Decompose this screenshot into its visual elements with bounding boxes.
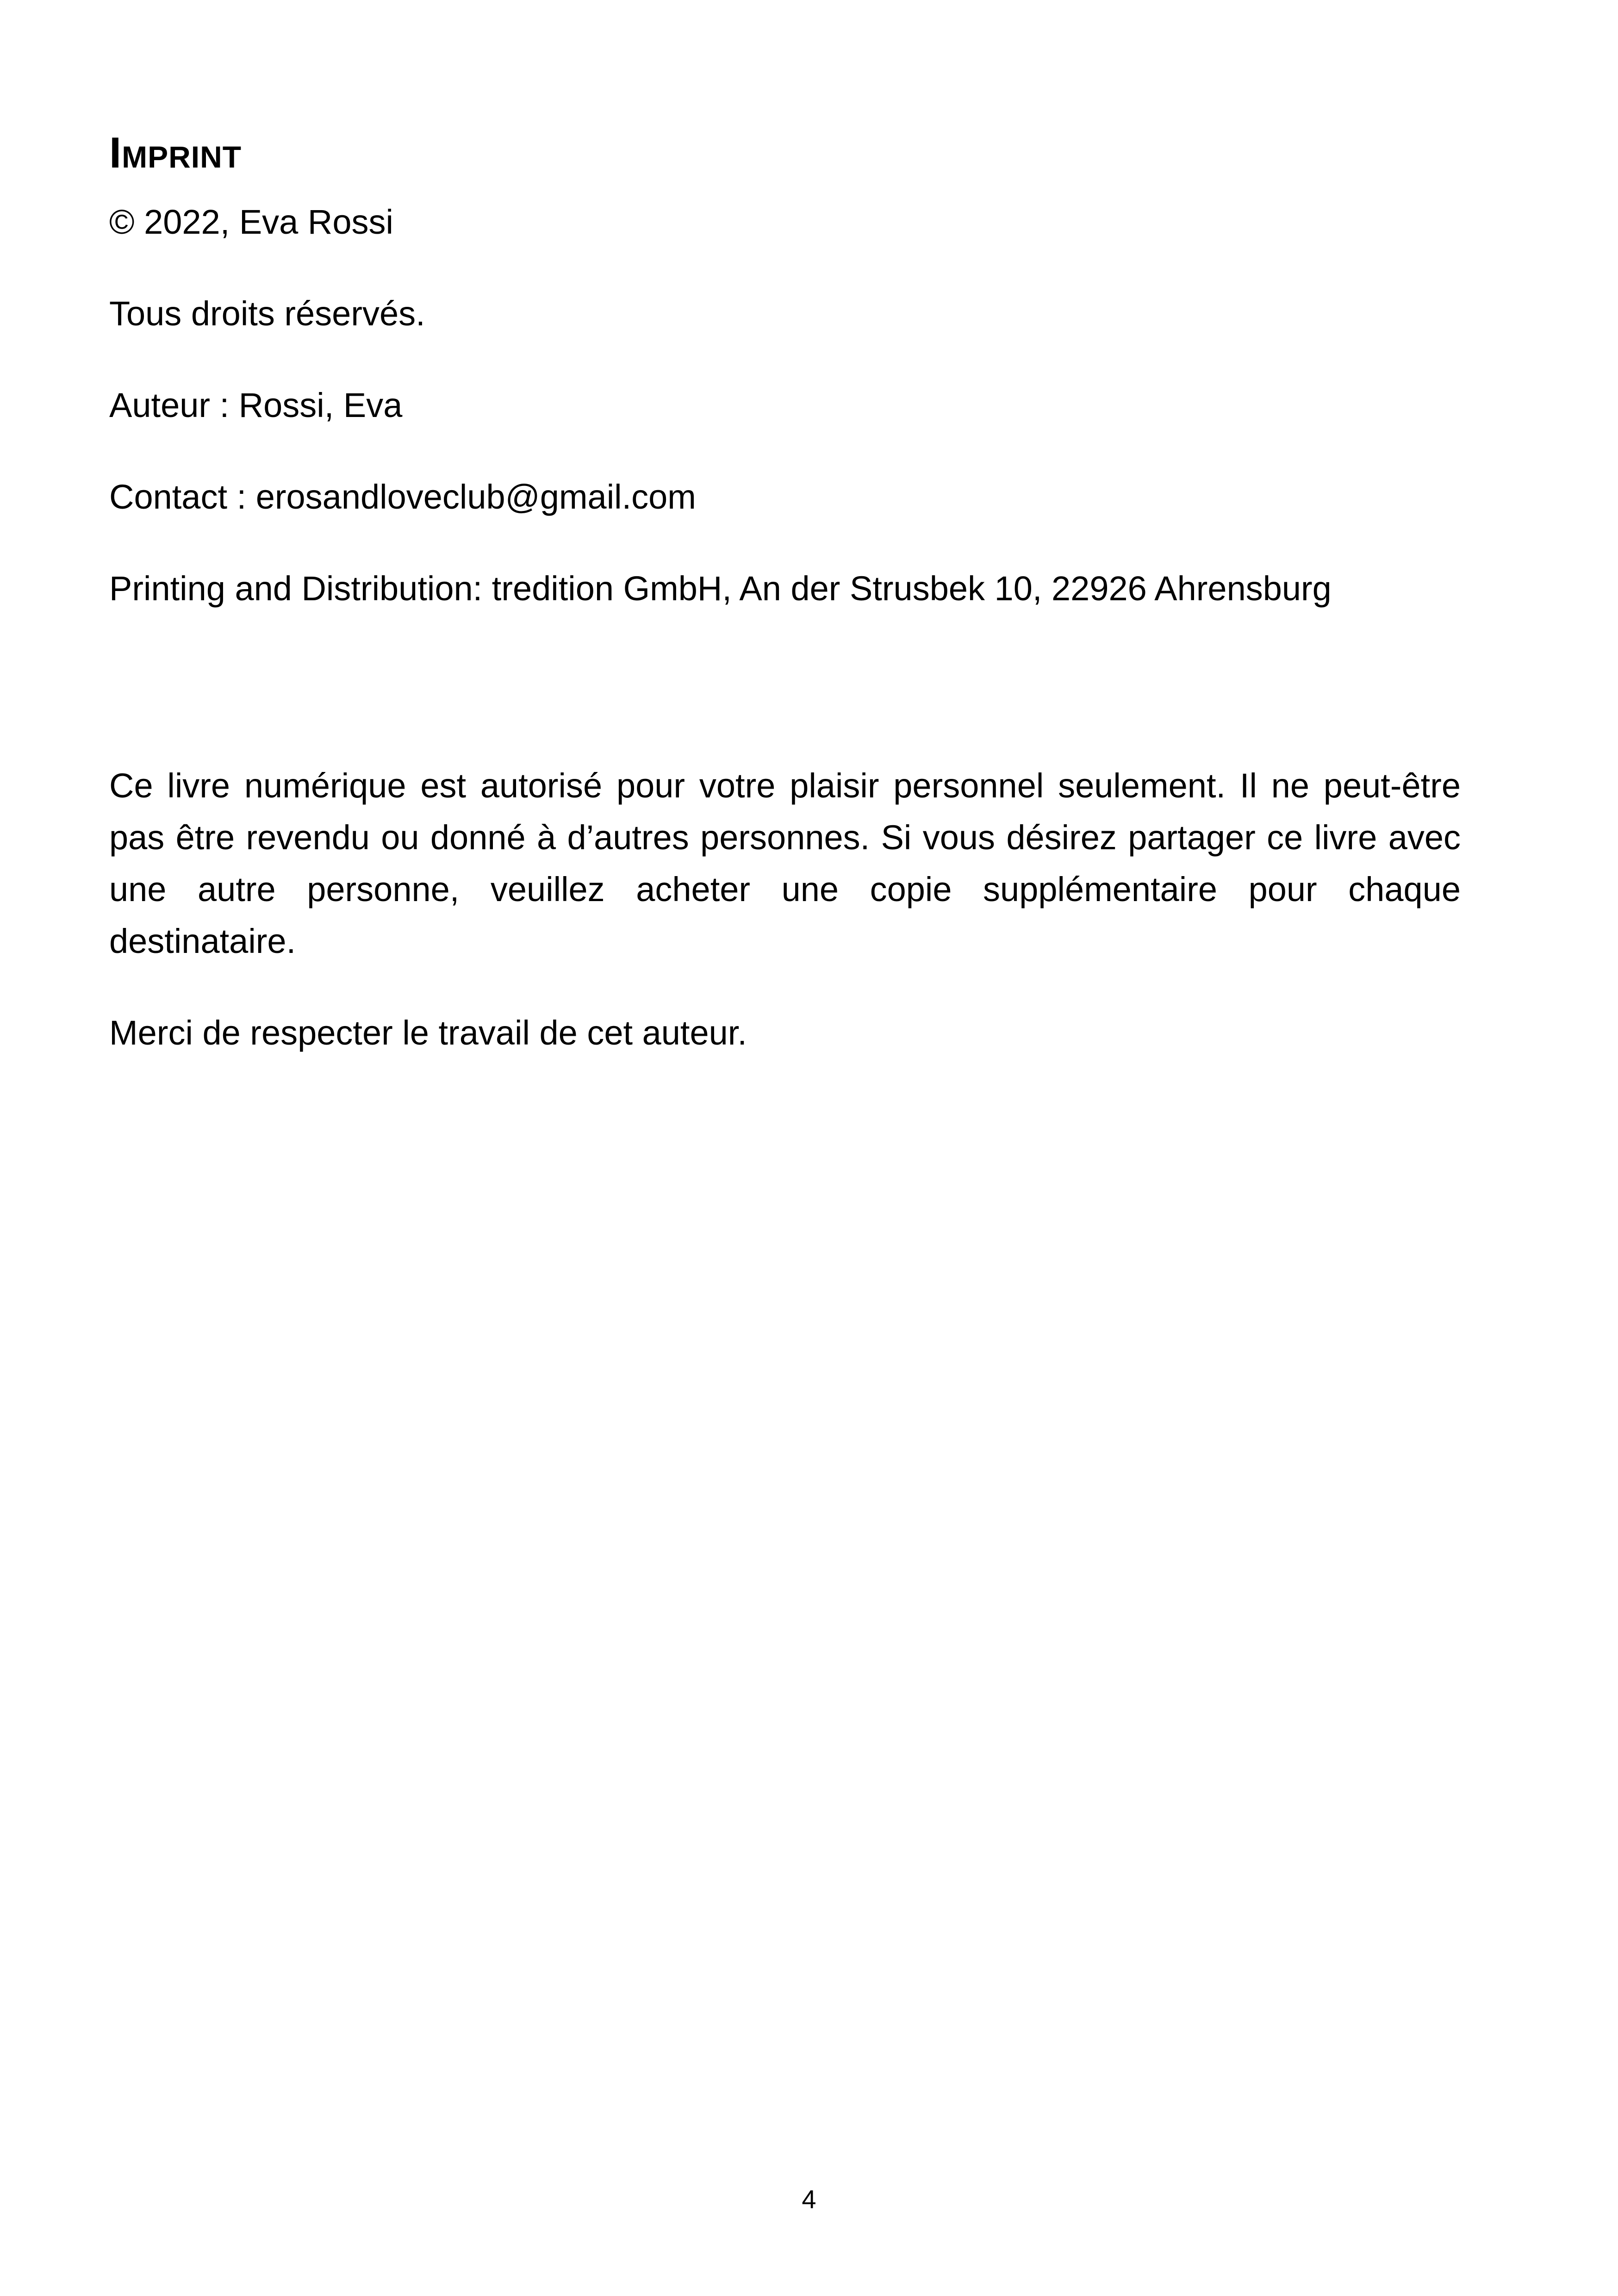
copyright-line: © 2022, Eva Rossi — [109, 203, 393, 241]
printing-distribution-line: Printing and Distribution: tredition GmbH, An der Strusbek 10, 22926 Ahrensburg — [109, 569, 1332, 608]
rights-line: Tous droits réservés. — [109, 294, 425, 333]
license-paragraph: Ce livre numérique est autorisé pour votre plaisir personnel seulement. Il ne peut-être pas être revendu ou donné à d’autres personnes. Si vous désirez partager ce livre avec une autre personne, veuillez acheter une copie supplémentaire pour chaque destinataire. — [109, 766, 1461, 960]
thanks-line: Merci de respecter le travail de cet auteur. — [109, 1014, 747, 1052]
contact-line: Contact : erosandloveclub@gmail.com — [109, 478, 696, 516]
imprint-content — [109, 125, 1461, 1099]
section-spacer — [109, 654, 1461, 760]
page-number: 4 — [802, 2184, 816, 2214]
page-title: Imprint — [109, 128, 242, 177]
author-line: Auteur : Rossi, Eva — [109, 386, 403, 424]
